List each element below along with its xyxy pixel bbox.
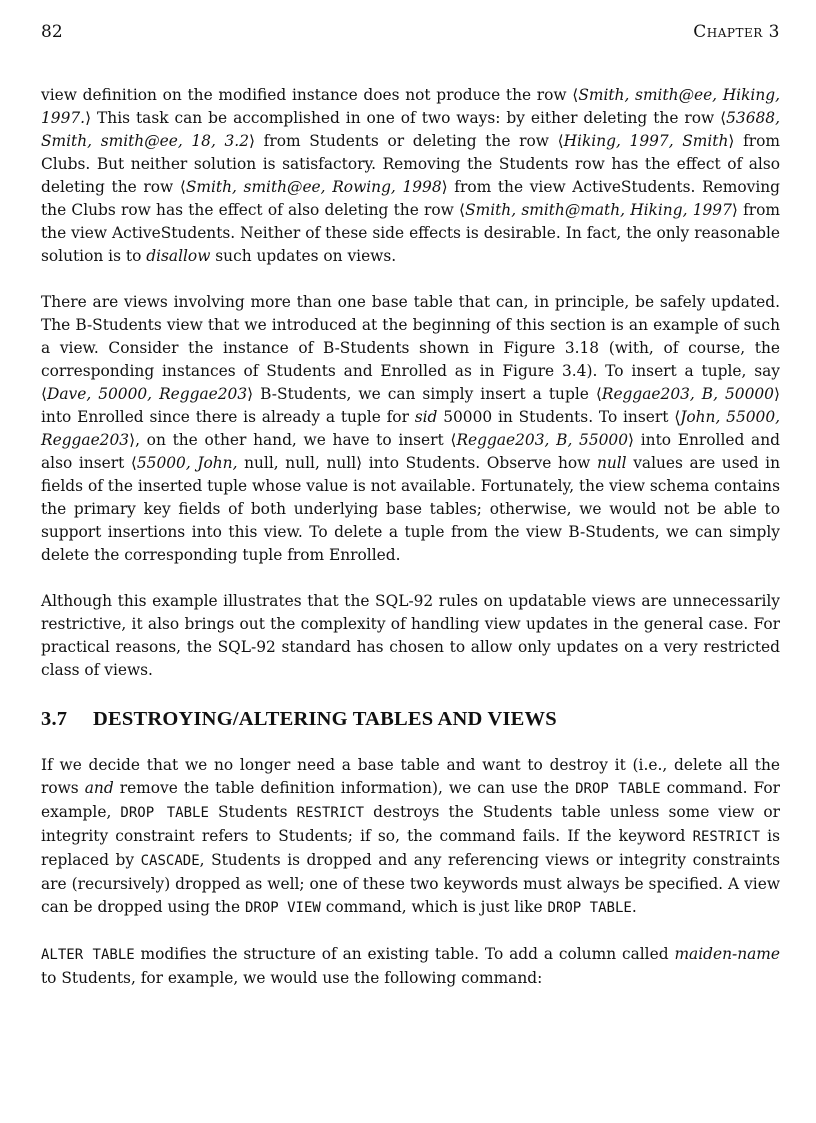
section-title: DESTROYING/ALTERING TABLES AND VIEWS — [93, 708, 557, 730]
sql-keyword: DROP TABLE — [120, 805, 209, 821]
tuple-text: John, 55000, Reggae203 — [41, 408, 781, 449]
emphasis-text: null — [596, 454, 627, 472]
tuple-text: Reggae203, B, 50000 — [601, 385, 774, 403]
sql-keyword: ALTER TABLE — [41, 947, 135, 963]
tuple-text: 55000, John, — [136, 454, 238, 472]
text-run: ⟩ This task can be accomplished in one of two ways: by either deleting the row ⟨ — [85, 109, 727, 127]
text-run: ⟩ into Enrolled since there is already a tuple for — [41, 385, 780, 426]
sql-keyword: CASCADE — [140, 853, 200, 869]
section-number: 3.7 — [41, 708, 68, 730]
tuple-text: Dave, 50000, Reggae203 — [47, 385, 248, 403]
text-run: to Students, for example, we would use the following command: — [41, 969, 543, 987]
emphasis-text: sid — [414, 408, 438, 426]
paragraph-sql92-restrictive: Although this example illustrates that the SQL-92 rules on updatable views are unnecessarily restrictive, it also brings out the complexity of handling view updates in the general case. For practical reasons, the SQL-92 standard has chosen to allow only updates on a very restricted class of views. — [41, 592, 780, 679]
tuple-text: Hiking, 1997, Smith — [563, 132, 729, 150]
text-run: command. For example, — [41, 779, 780, 821]
text-run: ⟩ from the view ActiveStudents. Removing the Clubs row has the effect of also deleting the row ⟨ — [41, 178, 781, 219]
body-text — [41, 84, 780, 990]
text-run: null, null, null⟩ into Students. Observe how — [237, 454, 597, 472]
text-run: If we decide that we no longer need a base table and want to destroy it (i.e., delete all the rows — [41, 756, 780, 797]
text-run: ⟩ from Clubs. But neither solution is satisfactory. Removing the Students row has the effect of also deleting the row ⟨ — [41, 132, 780, 196]
text-run: view definition on the modified instance does not produce the row ⟨ — [41, 86, 579, 104]
emphasis-text: and — [84, 779, 114, 797]
text-run: 50000 in Students. To insert ⟨ — [437, 408, 681, 426]
paragraph-drop-table — [41, 754, 780, 920]
tuple-text: Smith, smith@math, Hiking, 1997 — [465, 201, 732, 219]
sql-keyword: DROP VIEW — [244, 900, 321, 916]
text-run: ⟩, on the other hand, we have to insert ⟨ — [129, 431, 457, 449]
text-run: ⟩ from Students or deleting the row ⟨ — [249, 132, 564, 150]
tuple-text: Reggae203, B, 55000 — [456, 431, 629, 449]
chapter-label: Chapter 3 — [693, 22, 780, 42]
paragraph-view-update-side-effects — [41, 84, 780, 268]
section-heading — [41, 705, 780, 733]
tuple-text: 53688, Smith, smith@ee, 18, 3.2 — [41, 109, 780, 150]
text-run: remove the table definition information), we can use the — [113, 779, 576, 797]
text-run: There are views involving more than one base table that can, in principle, be safely updated. The B-Students view that we introduced at the beginning of this section is an example of such a view. Consider the instance of B-Students shown in Figure 3.18 (with, of course, the corresponding instances of Students and Enrolled as in Figure 3.4). To insert a tuple, say ⟨ — [41, 293, 780, 403]
sql-keyword: RESTRICT — [692, 829, 761, 845]
text-run: ⟩ into Enrolled and also insert ⟨ — [41, 431, 780, 472]
text-run: Students — [208, 803, 297, 821]
text-run: values are used in fields of the inserted tuple whose value is not available. Fortunately, the view schema contains the primary key fields of both underlying base tables; otherwise, we would not be able to support insertions into this view. To delete a tuple from the view B-Students, we can simply delete the corresponding tuple from Enrolled. — [41, 454, 781, 564]
text-run: . — [631, 898, 637, 916]
sql-keyword: DROP TABLE — [575, 781, 661, 797]
text-run: destroys the Students table unless some view or integrity constraint refers to Students; if so, the command fails. If the keyword — [41, 803, 780, 845]
sql-keyword: RESTRICT — [296, 805, 365, 821]
text-run: ⟩ B-Students, we can simply insert a tuple ⟨ — [247, 385, 602, 403]
paragraph-alter-table — [41, 943, 780, 990]
running-head — [41, 22, 780, 48]
tuple-text: Smith, smith@ee, Rowing, 1998 — [185, 178, 442, 196]
sql-keyword: DROP TABLE — [547, 900, 632, 916]
emphasis-text: maiden-name — [674, 945, 780, 963]
text-run: such updates on views. — [210, 247, 397, 265]
emphasis-text: disallow — [146, 247, 211, 265]
text-run: ⟩ from the view ActiveStudents. Neither of these side effects is desirable. In fact, the only reasonable solution is to — [41, 201, 780, 265]
text-run: is replaced by — [41, 827, 780, 869]
page-number: 82 — [41, 22, 63, 42]
text-run: command, which is just like — [320, 898, 548, 916]
tuple-text: Smith, smith@ee, Hiking, 1997. — [41, 86, 781, 127]
paragraph-multi-table-views — [41, 291, 780, 567]
text-run: , Students is dropped and any referencing views or integrity constraints are (recursively) dropped as well; one of these two keywords must always be specified. A view can be dropped using the — [41, 851, 780, 916]
text-run: modifies the structure of an existing table. To add a column called — [134, 945, 675, 963]
